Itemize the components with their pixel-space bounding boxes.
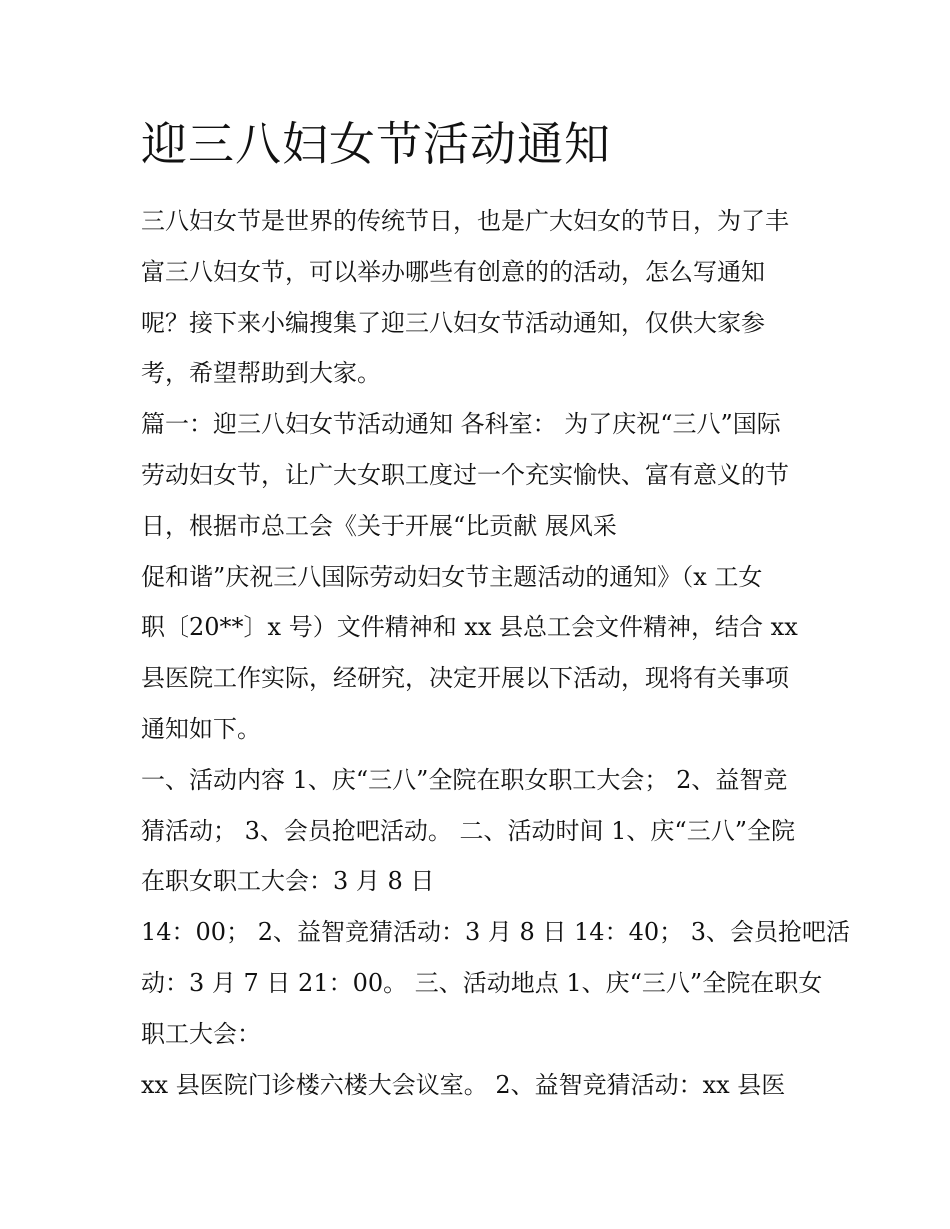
body-line: 在职女职工大会：3 月 8 日 bbox=[141, 867, 435, 896]
body-line: 考，希望帮助到大家。 bbox=[141, 359, 381, 388]
body-line: 一、活动内容 1、庆“三八”全院在职女职工大会； 2、益智竞 bbox=[141, 765, 788, 794]
document-title: 迎三八妇女节活动通知 bbox=[141, 117, 611, 171]
body-line: 促和谐”庆祝三八国际劳动妇女节主题活动的通知》（x 工女 bbox=[141, 562, 763, 591]
document-page bbox=[141, 112, 851, 1110]
body-line: 通知如下。 bbox=[141, 714, 261, 743]
body-line: 职工大会： bbox=[141, 1019, 261, 1048]
body-line: xx 县医院门诊楼六楼大会议室。 2、益智竞猜活动：xx 县医 bbox=[141, 1070, 786, 1099]
body-line: 三八妇女节是世界的传统节日，也是广大妇女的节日，为了丰 bbox=[141, 207, 789, 235]
body-line: 动：3 月 7 日 21：00。 三、活动地点 1、庆“三八”全院在职女 bbox=[141, 968, 823, 997]
body-line: 篇一：迎三八妇女节活动通知 各科室： 为了庆祝“三八”国际 bbox=[141, 410, 781, 439]
document-body bbox=[141, 196, 851, 1110]
body-line: 富三八妇女节，可以举办哪些有创意的的活动，怎么写通知 bbox=[141, 257, 765, 286]
body-line: 呢？接下来小编搜集了迎三八妇女节活动通知，仅供大家参 bbox=[141, 308, 765, 337]
body-line: 日，根据市总工会《关于开展“比贡献 展风采 bbox=[141, 511, 617, 540]
body-line: 劳动妇女节，让广大女职工度过一个充实愉快、富有意义的节 bbox=[141, 460, 789, 489]
body-line: 猜活动； 3、会员抢吧活动。 二、活动时间 1、庆“三八”全院 bbox=[141, 816, 795, 845]
body-line: 县医院工作实际，经研究，决定开展以下活动，现将有关事项 bbox=[141, 664, 789, 693]
body-line: 职〔20**〕x 号）文件精神和 xx 县总工会文件精神，结合 xx bbox=[141, 613, 798, 642]
body-line: 14：00； 2、益智竞猜活动：3 月 8 日 14：40； 3、会员抢吧活 bbox=[141, 918, 851, 947]
